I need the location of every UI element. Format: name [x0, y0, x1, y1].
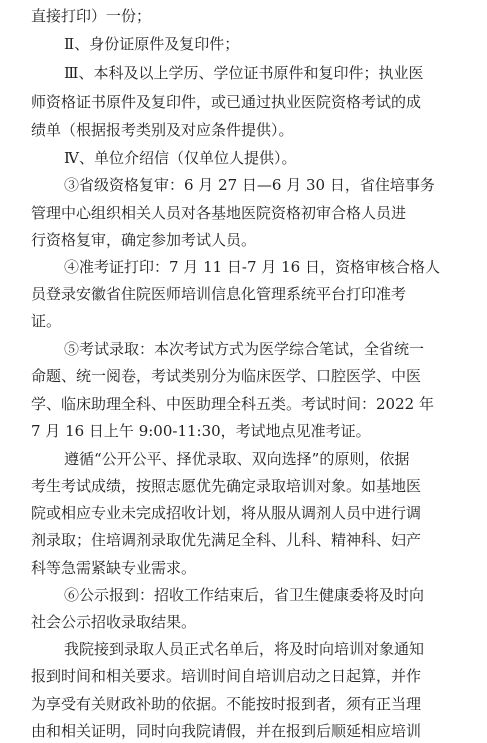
text-line-7: ③省级资格复审：6 月 27 日—6 月 30 日，省住培事务	[64, 176, 435, 194]
text-line-15: 学、临床助理全科、中医助理全科五类。考试时间：2022 年	[31, 395, 434, 413]
text-line-4: 师资格证书原件及复印件，或已通过执业医院资格考试的成	[31, 93, 422, 111]
text-line-24: 我院接到录取人员正式名单后，将及时向培训对象通知	[64, 640, 425, 658]
text-line-25: 报到时间和相关要求。培训时间自培训启动之日起算，并作	[31, 667, 422, 685]
text-line-11: 员登录安徽省住院医师培训信息化管理系统平台打印准考	[31, 285, 407, 303]
text-line-5: 绩单（根据报考类别及对应条件提供）。	[31, 121, 294, 139]
text-line-14: 命题、统一阅卷，考试类别分为临床医学、口腔医学、中医	[31, 367, 422, 385]
text-line-19: 院或相应专业未完成招收计划，将从服从调剂人员中进行调	[31, 504, 422, 522]
text-line-23: 社会公示招收录取结果。	[31, 613, 197, 631]
text-line-6: Ⅳ、单位介绍信（仅单位人提供）。	[64, 149, 297, 167]
text-line-1: 直接打印）一份；	[31, 7, 152, 25]
text-line-26: 为享受有关财政补助的依据。不能按时报到者，须有正当理	[31, 695, 422, 713]
text-line-20: 剂录取；住培调剂录取优先满足全科、儿科、精神科、妇产	[31, 531, 422, 549]
text-line-18: 考生考试成绩，按照志愿优先确定录取培训对象。如基地医	[31, 477, 422, 495]
text-line-13: ⑤考试录取：本次考试方式为医学综合笔试，全省统一	[64, 340, 425, 358]
text-line-17: 遵循“公开公平、择优录取、双向选择”的原则，依据	[64, 450, 410, 468]
text-line-21: 科等急需紧缺专业需求。	[31, 559, 197, 577]
text-line-27: 由和相关证明，同时向我院请假，并在报到后顺延相应培训	[31, 722, 422, 740]
text-line-9: 行资格复审，确定参加考试人员。	[31, 231, 257, 249]
text-line-22: ⑥公示报到：招收工作结束后，省卫生健康委将及时向	[64, 586, 425, 604]
text-line-8: 管理中心组织相关人员对各基地医院资格初审合格人员进	[31, 204, 407, 222]
text-line-12: 证。	[31, 312, 62, 330]
text-line-10: ④准考证打印：7 月 11 日-7 月 16 日，资格审核合格人	[64, 258, 440, 276]
text-line-2: Ⅱ、身份证原件及复印件；	[64, 35, 240, 53]
text-line-16: 7 月 16 日上午 9:00-11:30，考试地点见准考证。	[31, 422, 371, 440]
text-line-3: Ⅲ、本科及以上学历、学位证书原件和复印件；执业医	[64, 64, 424, 82]
